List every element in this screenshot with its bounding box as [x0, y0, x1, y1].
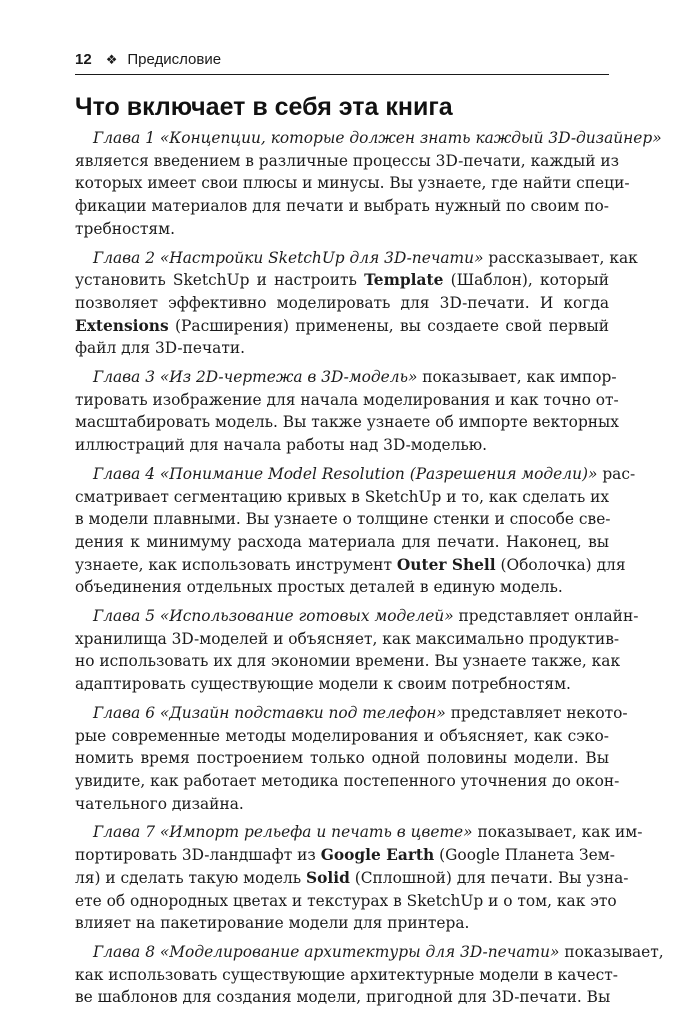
text-line — [75, 531, 609, 554]
ui-term: Outer Shell — [396, 555, 496, 574]
text-run: ве шаблонов для создания модели, пригодной для 3D-печати. Вы — [75, 988, 611, 1007]
text-line — [75, 576, 609, 599]
text-line — [75, 150, 620, 173]
text-line — [75, 508, 609, 531]
text-line — [75, 127, 662, 150]
text-line — [75, 218, 609, 241]
paragraph — [75, 127, 662, 241]
text-line — [75, 315, 609, 338]
text-run: сматривает сегментацию кривых в SketchUp и то, как сделать их — [75, 487, 610, 506]
text-line — [75, 912, 609, 935]
text-line — [75, 411, 619, 434]
text-run: масштабировать модель. Вы также узнаете об импорте векторных — [75, 413, 619, 432]
text-line — [75, 172, 630, 195]
text-line — [75, 554, 626, 577]
text-line — [75, 247, 638, 270]
chapter-title: Глава 4 «Понимание Model Resolution (Разрешения модели)» — [93, 464, 598, 483]
text-run: (Оболочка) для — [495, 555, 626, 574]
text-line — [75, 702, 628, 725]
chapter-title: Глава 8 «Моделирование архитектуры для 3D-печати» — [93, 942, 560, 961]
paragraph — [75, 702, 628, 816]
chapter-title: Глава 6 «Дизайн подставки под телефон» — [93, 703, 446, 722]
text-run: адаптировать существующие модели к своим потребностям. — [75, 675, 571, 694]
text-line — [75, 486, 609, 509]
text-line — [75, 292, 609, 315]
text-run: показывает, как импор- — [417, 368, 617, 387]
chapter-title: Глава 1 «Концепции, которые должен знать каждый 3D-дизайнер» — [93, 129, 662, 147]
text-run: рые современные методы моделирования и объясняет, как сэко- — [75, 726, 609, 745]
text-line — [75, 964, 618, 987]
text-line — [75, 821, 643, 844]
text-run: влияет на пакетирование модели для принтера. — [75, 914, 470, 933]
text-run: представляет некото- — [445, 703, 628, 722]
paragraph — [75, 821, 643, 935]
paragraph — [75, 605, 639, 696]
text-run: дения к минимуму расхода материала для печати. Наконец, вы — [75, 532, 609, 551]
text-line — [75, 770, 620, 793]
text-run: установить SketchUp и настроить — [75, 271, 365, 290]
text-line — [75, 628, 620, 651]
text-run: (Google Планета Зем- — [434, 846, 615, 865]
ui-term: Template — [364, 271, 444, 290]
text-line — [75, 269, 609, 292]
text-run: в модели плавными. Вы узнаете о толщине стенки и способе све- — [75, 510, 611, 529]
ornament-icon: ❖ — [105, 52, 118, 67]
text-line — [75, 867, 629, 890]
text-run: объединения отдельных простых деталей в единую модель. — [75, 578, 563, 597]
text-line — [75, 650, 621, 673]
text-run: показывает, — [559, 942, 664, 961]
section-heading: Что включает в себя эта книга — [75, 93, 453, 121]
body-text — [75, 127, 664, 1015]
text-run: позволяет эффективно моделировать для 3D-печати. И когда — [75, 293, 609, 312]
paragraph — [75, 463, 636, 599]
text-run: иллюстраций для начала работы над 3D-моделью. — [75, 436, 488, 455]
section-title: Предисловие — [127, 51, 222, 68]
text-run: чательного дизайна. — [75, 794, 244, 813]
text-run: узнаете, как использовать инструмент — [75, 555, 397, 574]
text-run: портировать 3D-ландшафт из — [75, 846, 321, 865]
text-line — [75, 605, 639, 628]
text-run: рассказывает, как — [483, 248, 638, 267]
text-line — [75, 673, 609, 696]
text-line — [75, 844, 615, 867]
text-line — [75, 195, 609, 218]
text-run: (Сплошной) для печати. Вы узна- — [349, 868, 629, 887]
text-run: ля) и сделать такую модель — [75, 868, 307, 887]
text-line — [75, 986, 609, 1009]
chapter-title: Глава 5 «Использование готовых моделей» — [93, 607, 454, 626]
paragraph — [75, 366, 619, 457]
text-run: фикации материалов для печати и выбрать нужный по своим по- — [75, 197, 609, 216]
running-head — [75, 50, 609, 70]
text-line — [75, 337, 609, 360]
chapter-title: Глава 2 «Настройки SketchUp для 3D-печати» — [93, 248, 484, 267]
paragraph — [75, 247, 638, 361]
text-line — [75, 747, 609, 770]
text-run: номить время построением только одной половины модели. Вы — [75, 749, 609, 768]
ui-term: Google Earth — [320, 846, 435, 865]
page-number: 12 — [75, 51, 92, 68]
text-line — [75, 366, 617, 389]
text-line — [75, 941, 664, 964]
text-line — [75, 389, 619, 412]
text-run: рас- — [597, 464, 636, 483]
ui-term: Solid — [306, 868, 350, 887]
text-run: файл для 3D-печати. — [75, 339, 246, 358]
text-run: ете об однородных цветах и текстурах в SketchUp и о том, как это — [75, 891, 617, 910]
text-run: хранилища 3D-моделей и объясняет, как максимально продуктив- — [75, 629, 620, 648]
text-run: увидите, как работает методика постепенного уточнения до окон- — [75, 771, 620, 790]
text-run: (Шаблон), который — [443, 271, 610, 290]
text-line — [75, 793, 609, 816]
text-line — [75, 890, 617, 913]
text-run: показывает, как им- — [472, 823, 643, 842]
text-run: является введением в различные процессы 3D-печати, каждый из — [75, 151, 620, 170]
chapter-title: Глава 3 «Из 2D-чертежа в 3D-модель» — [93, 368, 418, 387]
text-run: как использовать существующие архитектурные модели в качест- — [75, 965, 618, 984]
text-run: которых имеет свои плюсы и минусы. Вы узнаете, где найти специ- — [75, 174, 630, 193]
text-line — [75, 463, 636, 486]
text-run: (Расширения) применены, вы создаете свой первый — [168, 316, 609, 335]
text-run: требностям. — [75, 219, 175, 238]
text-line — [75, 434, 609, 457]
ui-term: Extensions — [75, 316, 169, 335]
text-run: представляет онлайн- — [453, 607, 639, 626]
paragraph — [75, 941, 664, 1009]
chapter-title: Глава 7 «Импорт рельефа и печать в цвете» — [93, 823, 473, 842]
text-line — [75, 725, 609, 748]
header-rule — [75, 74, 609, 75]
text-run: тировать изображение для начала моделирования и как точно от- — [75, 390, 619, 409]
text-run: но использовать их для экономии времени. Вы узнаете также, как — [75, 652, 621, 671]
